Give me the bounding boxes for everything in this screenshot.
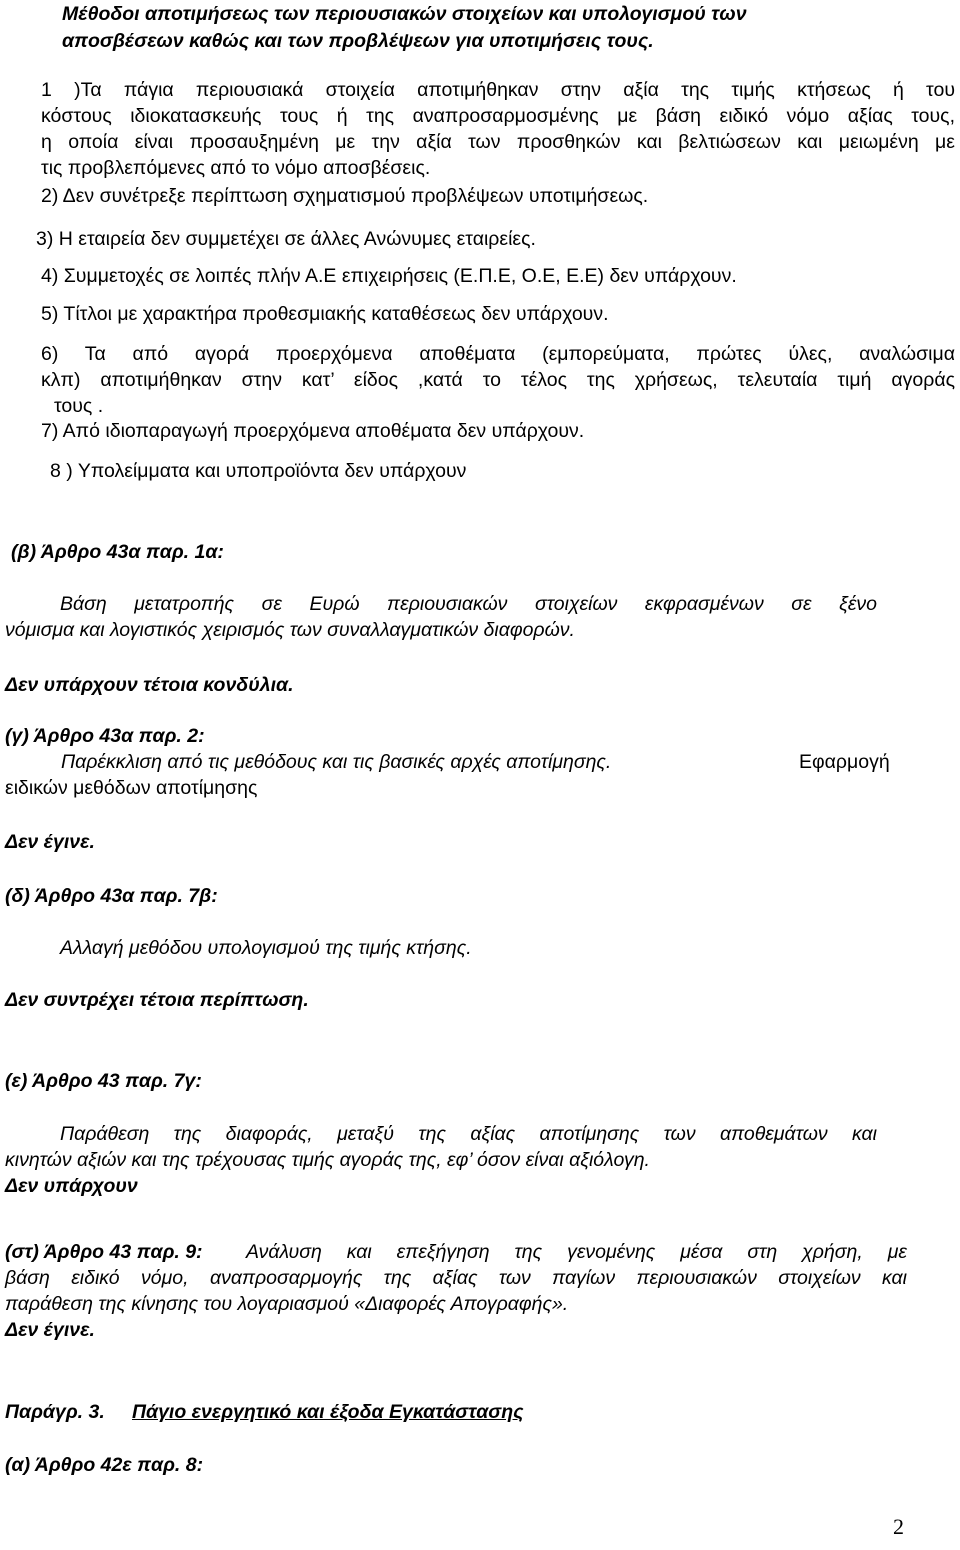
- section-heading-line-1: Μέθοδοι αποτιμήσεως των περιουσιακών στοιχείων και υπολογισμού των: [62, 3, 747, 25]
- section-e-text-line-2: κινητών αξιών και της τρέχουσας τιμής αγοράς της, εφ’ όσον είναι αξιόλογη.: [5, 1149, 650, 1171]
- section-b-text-line-2: νόμισμα και λογιστικός χειρισμός των συναλλαγματικών διαφορών.: [5, 619, 575, 641]
- section-st-text-line-3: παράθεση της κίνησης του λογαριασμού «Διαφορές Απογραφής».: [5, 1293, 569, 1315]
- section-c-text-line-2: ειδικών μεθόδων αποτίμησης: [5, 777, 258, 799]
- section-st-text-line-1: Ανάλυση και επεξήγηση της γενομένης μέσα στη χρήση, με: [246, 1241, 907, 1263]
- section-st-title: (στ) Άρθρο 43 παρ. 9:: [5, 1241, 203, 1263]
- item-1-line-1: 1 )Τα πάγια περιουσιακά στοιχεία αποτιμήθηκαν στην αξία της τιμής κτήσεως ή του: [41, 79, 955, 101]
- item-5: 5) Τίτλοι με χαρακτήρα προθεσμιακής καταθέσεως δεν υπάρχουν.: [41, 303, 609, 325]
- item-2: 2) Δεν συνέτρεξε περίπτωση σχηματισμού προβλέψεων υποτιμήσεως.: [41, 185, 649, 207]
- item-4: 4) Συμμετοχές σε λοιπές πλήν Α.Ε επιχειρήσεις (Ε.Π.Ε, Ο.Ε, Ε.Ε) δεν υπάρχουν.: [41, 265, 737, 287]
- section-d-text: Αλλαγή μεθόδου υπολογισμού της τιμής κτήσης.: [60, 937, 472, 959]
- section-st-answer: Δεν έγινε.: [5, 1319, 95, 1341]
- page-number: 2: [893, 1514, 904, 1539]
- section-heading-line-2: αποσβέσεων καθώς και των προβλέψεων για υποτιμήσεις τους.: [62, 30, 654, 52]
- item-1-line-2: κόστους ιδιοκατασκευής τους ή της αναπροσαρμοσμένης με βάση ειδικό νόμο αξίας τους,: [41, 105, 955, 127]
- item-6-line-3: τους .: [54, 395, 104, 417]
- paragraph-3-label: Παράγρ. 3.: [5, 1401, 105, 1423]
- section-e-answer: Δεν υπάρχουν: [5, 1175, 138, 1197]
- paragraph-3-title: Πάγιο ενεργητικό και έξοδα Εγκατάστασης: [132, 1401, 524, 1423]
- item-1-line-4: τις προβλεπόμενες από το νόμο αποσβέσεις.: [41, 157, 431, 179]
- section-c-text-line-1: Παρέκκλιση από τις μεθόδους και τις βασικές αρχές αποτίμησης.: [61, 751, 612, 773]
- section-c-answer: Δεν έγινε.: [5, 831, 95, 853]
- item-6-line-2: κλπ) αποτιμήθηκαν στην κατ’ είδος ,κατά το τέλος της χρήσεως, τελευταία τιμή αγοράς: [41, 369, 955, 391]
- item-6-line-1: 6) Τα από αγορά προερχόμενα αποθέματα (εμπορεύματα, πρώτες ύλες, αναλώσιμα: [41, 343, 955, 365]
- section-c-title: (γ) Άρθρο 43α παρ. 2:: [5, 725, 205, 747]
- item-3: 3) Η εταιρεία δεν συμμετέχει σε άλλες Ανώνυμες εταιρείες.: [36, 228, 536, 250]
- item-7: 7) Από ιδιοπαραγωγή προερχόμενα αποθέματα δεν υπάρχουν.: [41, 420, 585, 442]
- section-d-title: (δ) Άρθρο 43α παρ. 7β:: [5, 885, 218, 907]
- section-e-text-line-1: Παράθεση της διαφοράς, μεταξύ της αξίας αποτίμησης των αποθεμάτων και: [60, 1123, 877, 1145]
- section-c-text-line-1-end: Εφαρμογή: [799, 751, 890, 773]
- section-b-answer: Δεν υπάρχουν τέτοια κονδύλια.: [5, 674, 294, 696]
- section-b-title: (β) Άρθρο 43α παρ. 1α:: [11, 541, 224, 563]
- section-e-title: (ε) Άρθρο 43 παρ. 7γ:: [5, 1070, 202, 1092]
- item-8: 8 ) Υπολείμματα και υποπροϊόντα δεν υπάρχουν: [50, 460, 467, 482]
- section-d-answer: Δεν συντρέχει τέτοια περίπτωση.: [5, 989, 309, 1011]
- section-st-text-line-2: βάση ειδικό νόμο, αναπροσαρμογής της αξίας των παγίων περιουσιακών στοιχείων και: [5, 1267, 907, 1289]
- section-b-text-line-1: Βάση μετατροπής σε Ευρώ περιουσιακών στοιχείων εκφρασμένων σε ξένο: [60, 593, 877, 615]
- section-a-title: (α) Άρθρο 42ε παρ. 8:: [5, 1454, 204, 1476]
- item-1-line-3: η οποία είναι προσαυξημένη με την αξία των προσθηκών και βελτιώσεων και μειωμένη με: [41, 131, 955, 153]
